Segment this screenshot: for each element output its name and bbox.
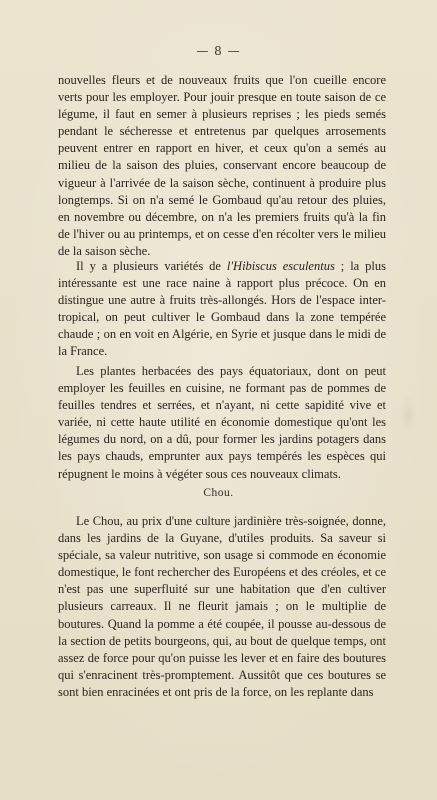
paragraph-chou	[58, 513, 386, 701]
paragraph-okra-continuation	[58, 72, 386, 260]
species-name: l'Hibiscus esculentus	[226, 259, 335, 273]
paragraph-leaf-vegetables	[58, 363, 386, 483]
page-number: — 8 —	[196, 44, 241, 58]
section-heading-chou: Chou.	[203, 487, 234, 499]
text-run: Il y a plusieurs variétés de	[76, 259, 227, 273]
paper-stain	[399, 395, 417, 435]
text-run: ; la plus intéressante est une race naine à rapport plus précoce. On en distingue une autre à fruits très-allongés. Hors de l'espace inter-tropical, on peut cultiver le Gombaud dans la zone tempérée chaude ; on en voit en Algérie, en Syrie et jusque dans le midi de la France.	[58, 259, 386, 359]
paragraph-text: nouvelles fleurs et de nouveaux fruits que l'on cueille encore verts pour les employer. Pour jouir presque en toute saison de ce légume, il faut en semer à plusieurs reprises ; les pieds semés pendant le sécheresse et entretenus par quelques arrosements peuvent entrer en rapport en hiver, et ceux qu'on a semés au milieu de la saison des pluies, conservant encore beaucoup de vigueur à l'arrivée de la saison sèche, continuent à produire plus longtemps. Si on n'a semé le Gombaud qu'au retour des pluies, en novembre ou décembre, on n'a les premiers fruits qu'à la fin de l'hiver ou au printemps, et on cesse d'en récolter vers le milieu de la saison sèche.	[58, 73, 386, 258]
paragraph-text: Les plantes herbacées des pays équatoriaux, dont on peut employer les feuilles en cuisine, ne formant pas de pommes de feuilles tendres et serrées, et n'ayant, ni cette sapidité vive et variée, ni cette haute utilité en économie domestique qu'ont les légumes du nord, on a dû, pour former les jardins potagers dans les pays chauds, emprunter aux pays tempérés les espèces qui répugnent le moins à végéter sous ces nouveaux climats.	[58, 364, 386, 481]
paragraph-okra-varieties	[58, 258, 386, 361]
paragraph-text: Le Chou, au prix d'une culture jardinière très-soignée, donne, dans les jardins de la Guyane, d'utiles produits. Sa saveur si spéciale, sa valeur nutritive, son usage si commode en économie domestique, le font rechercher des Européens et des créoles, et ce n'est pas une superfluité sur une habitation que d'en cultiver plusieurs carreaux. Il ne fleurit jamais ; on le multiplie de boutures. Quand la pomme a été coupée, il pousse au-dessous de la section de petits bourgeons, qui, au bout de quelque temps, ont assez de force pour qu'on puisse les lever et en faire des boutures qui s'enracinent très-promptement. Aussitôt que ces boutures se sont bien enracinées et ont pris de la force, on les replante dans	[58, 514, 386, 699]
paragraph-text	[58, 258, 386, 361]
